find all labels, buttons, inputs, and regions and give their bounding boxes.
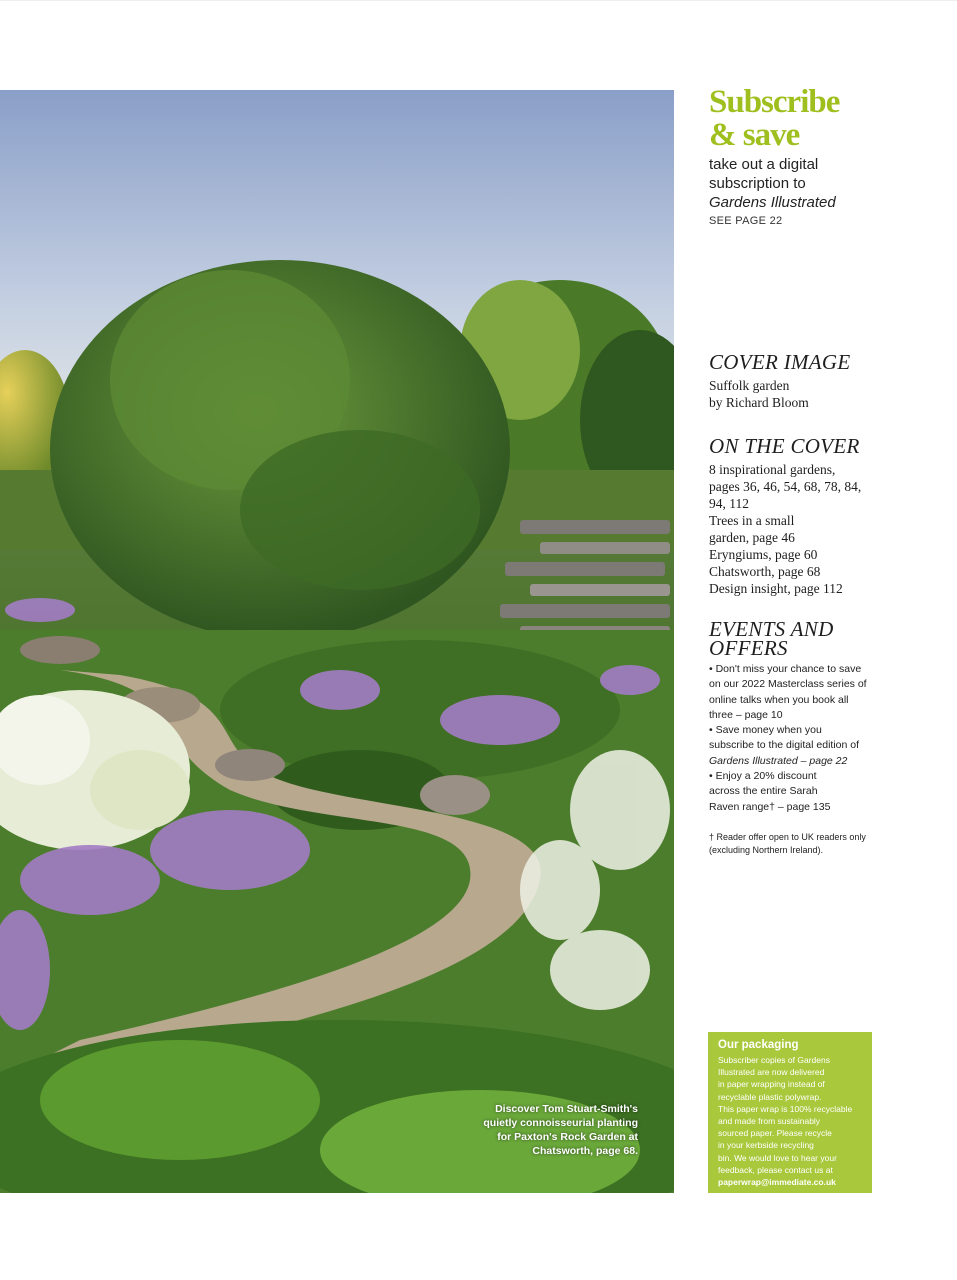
cover-image-line: by Richard Bloom [709, 395, 809, 410]
caption-line: for Paxton's Rock Garden at [497, 1131, 638, 1143]
events-heading [709, 617, 889, 660]
packaging-line: Subscriber copies of Gardens [718, 1055, 830, 1065]
events-heading-line: EVENTS AND [709, 617, 834, 641]
on-the-cover-heading: ON THE COVER [709, 434, 860, 458]
subscribe-title-line: & save [709, 117, 800, 153]
events-line: • Enjoy a 20% discount [709, 770, 817, 783]
packaging-box [708, 1032, 872, 1193]
on-the-cover-item: Eryngiums, page 60 [709, 547, 818, 562]
cover-image-line: Suffolk garden [709, 378, 790, 393]
note-line: † Reader offer open to UK readers only [709, 832, 866, 842]
events-line: Raven range† – page 135 [709, 800, 831, 813]
events-line: Gardens Illustrated – page 22 [709, 754, 848, 767]
on-the-cover-item: Design insight, page 112 [709, 581, 843, 596]
magazine-name: Gardens Illustrated [709, 194, 836, 211]
page-top-rule [0, 0, 957, 1]
packaging-line: This paper wrap is 100% recyclable [718, 1103, 853, 1114]
cover-image-heading: COVER IMAGE [709, 350, 851, 374]
on-the-cover-item: pages 36, 46, 54, 68, 78, 84, [709, 479, 862, 494]
packaging-line: in paper wrapping instead of [718, 1079, 825, 1090]
events-line: online talks when you book all [709, 693, 849, 706]
packaging-line: recyclable plastic polywrap. [718, 1091, 822, 1102]
note-line: (excluding Northern Ireland). [709, 844, 824, 855]
events-line: on our 2022 Masterclass series of [709, 678, 867, 691]
events-line: • Save money when you [709, 724, 822, 737]
events-list [709, 662, 879, 815]
caption-line: Discover Tom Stuart-Smith's [495, 1103, 638, 1115]
caption-line: quietly connoisseurial planting [483, 1117, 638, 1129]
on-the-cover-list [709, 461, 874, 597]
packaging-line: sourced paper. Please recycle [718, 1128, 832, 1139]
packaging-email-link[interactable]: paperwrap@immediate.co.uk [718, 1177, 836, 1188]
photo-caption [448, 1102, 638, 1158]
packaging-title: Our packaging [718, 1039, 799, 1051]
events-line: • Don't miss your chance to save [709, 663, 862, 675]
subscribe-text-line: subscription to [709, 175, 806, 192]
reader-offer-note [709, 831, 879, 856]
on-the-cover-item: garden, page 46 [709, 530, 795, 545]
events-line: across the entire Sarah [709, 785, 818, 798]
packaging-line: Illustrated are now delivered [718, 1067, 825, 1078]
events-line: three – page 10 [709, 708, 783, 721]
on-the-cover-item: 94, 112 [709, 496, 749, 511]
packaging-line: in your kerbside recycling [718, 1140, 814, 1151]
on-the-cover-item: 8 inspirational gardens, [709, 462, 836, 477]
packaging-line: bin. We would love to hear your [718, 1152, 837, 1163]
cover-image-credit [709, 377, 939, 411]
packaging-line: feedback, please contact us at [718, 1164, 833, 1175]
subscribe-text-line: take out a digital [709, 156, 819, 173]
caption-line: Chatsworth, page 68. [532, 1145, 638, 1157]
packaging-text [718, 1054, 862, 1188]
on-the-cover-item: Chatsworth, page 68 [709, 564, 821, 579]
on-the-cover-item: Trees in a small [709, 513, 795, 528]
events-heading-line: OFFERS [709, 636, 788, 660]
subscribe-text-line [709, 193, 939, 212]
garden-photo [0, 90, 674, 1193]
garden-illustration [0, 90, 674, 1193]
subscribe-see-page[interactable]: SEE PAGE 22 [709, 215, 783, 227]
subscribe-title [709, 86, 939, 152]
packaging-line: and made from sustainably [718, 1116, 821, 1127]
subscribe-text [709, 155, 939, 212]
subscribe-title-line: Subscribe [709, 84, 840, 120]
events-line: subscribe to the digital edition of [709, 739, 860, 752]
